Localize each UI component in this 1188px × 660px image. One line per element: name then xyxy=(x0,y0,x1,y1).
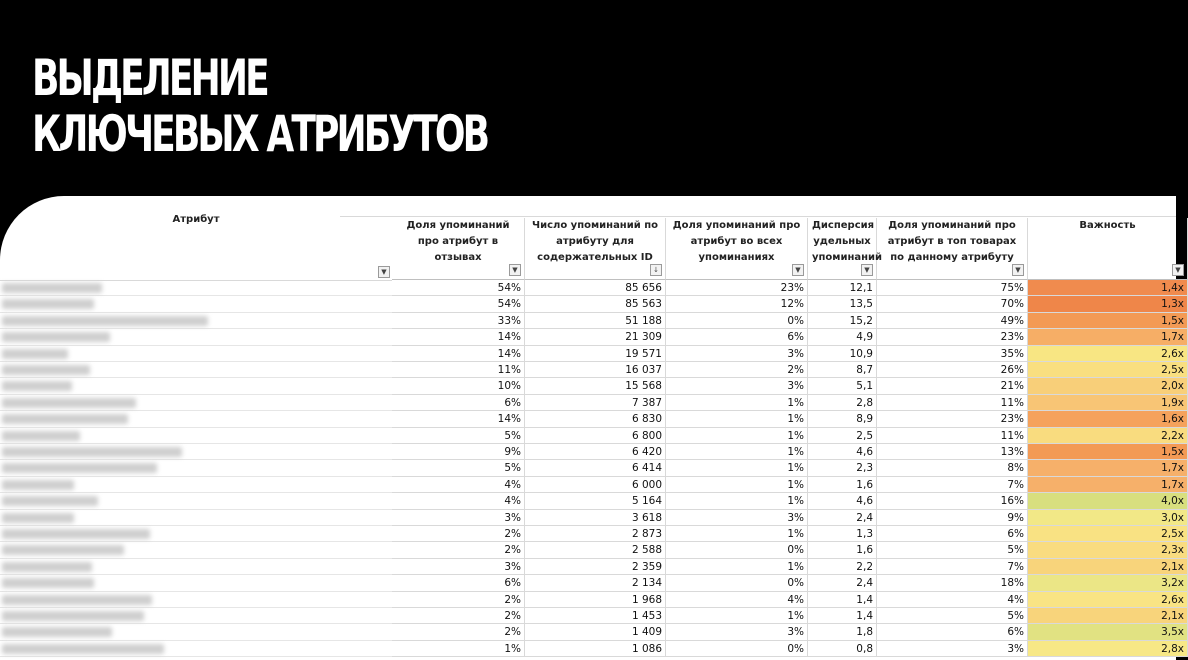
table-cell: 1 968 xyxy=(525,592,666,608)
table-cell: 85 563 xyxy=(525,296,666,312)
table-cell: 85 656 xyxy=(525,280,666,296)
table-cell: 14% xyxy=(392,329,525,345)
blurred-attribute-label xyxy=(2,480,74,490)
column-header-importance xyxy=(1028,218,1188,280)
table-cell: 0,8 xyxy=(808,641,877,657)
blurred-attribute-label xyxy=(2,332,110,342)
table-cell: 16% xyxy=(877,493,1028,509)
importance-cell: 1,5x xyxy=(1028,313,1188,329)
table-cell: 19 571 xyxy=(525,346,666,362)
table-cell: 11% xyxy=(877,395,1028,411)
attribute-row-divider xyxy=(0,492,392,493)
attribute-row-divider xyxy=(0,377,392,378)
table-row xyxy=(392,362,1184,378)
table-cell: 1 086 xyxy=(525,641,666,657)
blurred-attribute-label xyxy=(2,496,98,506)
importance-cell: 2,0x xyxy=(1028,378,1188,394)
grid-top-line xyxy=(340,216,1176,217)
table-cell: 8,7 xyxy=(808,362,877,378)
table-cell: 2% xyxy=(392,592,525,608)
table-cell: 35% xyxy=(877,346,1028,362)
table-cell: 2,4 xyxy=(808,575,877,591)
table-row xyxy=(392,592,1184,608)
table-cell: 1,4 xyxy=(808,608,877,624)
attribute-row-divider xyxy=(0,574,392,575)
table-cell: 7% xyxy=(877,477,1028,493)
table-cell: 6% xyxy=(877,526,1028,542)
attribute-row-divider xyxy=(0,509,392,510)
table-cell: 23% xyxy=(666,280,808,296)
table-cell: 5,1 xyxy=(808,378,877,394)
table-cell: 2% xyxy=(392,624,525,640)
blurred-attribute-label xyxy=(2,299,94,309)
column-header-mention-count xyxy=(525,218,666,280)
table-cell: 70% xyxy=(877,296,1028,312)
table-cell: 2 588 xyxy=(525,542,666,558)
table-cell: 16 037 xyxy=(525,362,666,378)
table-cell: 6 000 xyxy=(525,477,666,493)
blurred-attribute-label xyxy=(2,463,157,473)
table-cell: 2% xyxy=(392,526,525,542)
importance-cell: 2,5x xyxy=(1028,362,1188,378)
attribute-header-label: Атрибут xyxy=(172,214,220,225)
column-header-label: Дисперсия удельных упоминаний xyxy=(812,220,883,263)
table-cell: 23% xyxy=(877,411,1028,427)
table-cell: 54% xyxy=(392,280,525,296)
table-cell: 7% xyxy=(877,559,1028,575)
table-cell: 18% xyxy=(877,575,1028,591)
table-cell: 5% xyxy=(392,460,525,476)
table-cell: 6% xyxy=(392,395,525,411)
table-row xyxy=(392,559,1184,575)
attribute-header-cell xyxy=(0,196,392,281)
table-row xyxy=(392,542,1184,558)
attribute-row-divider xyxy=(0,410,392,411)
table-cell: 2% xyxy=(392,608,525,624)
table-cell: 2% xyxy=(392,542,525,558)
blurred-attribute-label xyxy=(2,513,74,523)
table-row xyxy=(392,411,1184,427)
table-cell: 3% xyxy=(877,641,1028,657)
blurred-attribute-label xyxy=(2,529,150,539)
attribute-row-divider xyxy=(0,607,392,608)
blurred-attribute-label xyxy=(2,365,90,375)
attribute-row-divider xyxy=(0,295,392,296)
attribute-row-divider xyxy=(0,558,392,559)
table-cell: 1,4 xyxy=(808,592,877,608)
blurred-attribute-label xyxy=(2,595,152,605)
importance-cell: 1,5x xyxy=(1028,444,1188,460)
importance-cell: 1,7x xyxy=(1028,477,1188,493)
table-cell: 6 830 xyxy=(525,411,666,427)
attribute-row-divider xyxy=(0,656,392,657)
table-cell: 21% xyxy=(877,378,1028,394)
table-row xyxy=(392,346,1184,362)
column-header-label: Доля упоминаний про атрибут в топ товарах по данному атрибуту xyxy=(887,220,1017,263)
table-cell: 2,8 xyxy=(808,395,877,411)
column-header-all-mentions-share xyxy=(666,218,808,280)
attribute-row-divider xyxy=(0,459,392,460)
table-cell: 6 414 xyxy=(525,460,666,476)
table-cell: 1% xyxy=(666,411,808,427)
importance-cell: 1,4x xyxy=(1028,280,1188,296)
blurred-attribute-label xyxy=(2,611,144,621)
table-cell: 3% xyxy=(666,346,808,362)
table-cell: 1,3 xyxy=(808,526,877,542)
table-cell: 1% xyxy=(666,444,808,460)
blurred-attribute-label xyxy=(2,644,164,654)
table-cell: 2,4 xyxy=(808,510,877,526)
importance-cell: 1,6x xyxy=(1028,411,1188,427)
table-cell: 49% xyxy=(877,313,1028,329)
table-cell: 1% xyxy=(666,493,808,509)
column-header-top-products-share xyxy=(877,218,1028,280)
column-header-label: Доля упоминаний про атрибут во всех упоминаниях xyxy=(672,220,801,263)
table-cell: 5% xyxy=(392,428,525,444)
table-cell: 7 387 xyxy=(525,395,666,411)
table-cell: 0% xyxy=(666,575,808,591)
table-row xyxy=(392,428,1184,444)
table-cell: 0% xyxy=(666,313,808,329)
table-cell: 1,6 xyxy=(808,542,877,558)
importance-cell: 2,3x xyxy=(1028,542,1188,558)
spreadsheet-panel xyxy=(0,196,1184,660)
table-row xyxy=(392,624,1184,640)
importance-cell: 1,7x xyxy=(1028,329,1188,345)
blurred-attribute-label xyxy=(2,349,68,359)
attribute-row-divider xyxy=(0,394,392,395)
attribute-row-divider xyxy=(0,541,392,542)
attribute-row-divider xyxy=(0,443,392,444)
table-cell: 14% xyxy=(392,411,525,427)
importance-cell: 4,0x xyxy=(1028,493,1188,509)
table-row xyxy=(392,296,1184,312)
blurred-attribute-label xyxy=(2,545,124,555)
blurred-attribute-label xyxy=(2,316,208,326)
blurred-attribute-label xyxy=(2,431,80,441)
table-cell: 4% xyxy=(666,592,808,608)
blurred-attribute-label xyxy=(2,398,136,408)
table-cell: 2,5 xyxy=(808,428,877,444)
table-cell: 3% xyxy=(392,559,525,575)
importance-cell: 1,9x xyxy=(1028,395,1188,411)
table-cell: 4% xyxy=(392,477,525,493)
importance-cell: 2,1x xyxy=(1028,608,1188,624)
attribute-row-divider xyxy=(0,525,392,526)
column-header-label: Число упоминаний по атрибуту для содержательных ID xyxy=(531,220,658,263)
table-cell: 4,9 xyxy=(808,329,877,345)
sort-filter-icon[interactable]: ↓ xyxy=(650,264,662,276)
filter-dropdown-icon[interactable]: ▼ xyxy=(509,264,521,276)
table-cell: 9% xyxy=(877,510,1028,526)
table-cell: 2% xyxy=(666,362,808,378)
table-row xyxy=(392,329,1184,345)
table-cell: 2 359 xyxy=(525,559,666,575)
table-cell: 4,6 xyxy=(808,493,877,509)
table-cell: 1% xyxy=(666,477,808,493)
table-row xyxy=(392,575,1184,591)
table-cell: 6 800 xyxy=(525,428,666,444)
title-line-2: КЛЮЧЕВЫХ АТРИБУТОВ xyxy=(32,105,488,163)
table-cell: 75% xyxy=(877,280,1028,296)
table-cell: 54% xyxy=(392,296,525,312)
blurred-attribute-label xyxy=(2,627,112,637)
blurred-attribute-label xyxy=(2,414,128,424)
table-row xyxy=(392,510,1184,526)
table-cell: 14% xyxy=(392,346,525,362)
table-cell: 2 873 xyxy=(525,526,666,542)
table-cell: 10% xyxy=(392,378,525,394)
table-cell: 1% xyxy=(666,428,808,444)
importance-cell: 3,5x xyxy=(1028,624,1188,640)
table-cell: 8,9 xyxy=(808,411,877,427)
table-cell: 1 409 xyxy=(525,624,666,640)
table-cell: 3% xyxy=(392,510,525,526)
blurred-attribute-label xyxy=(2,562,92,572)
table-cell: 15 568 xyxy=(525,378,666,394)
table-row xyxy=(392,313,1184,329)
column-header-label: Важность xyxy=(1079,220,1136,231)
table-row xyxy=(392,477,1184,493)
table-row xyxy=(392,493,1184,509)
table-row xyxy=(392,395,1184,411)
attribute-row-divider xyxy=(0,345,392,346)
table-cell: 1% xyxy=(666,608,808,624)
table-cell: 3 618 xyxy=(525,510,666,526)
table-cell: 4% xyxy=(877,592,1028,608)
table-cell: 1% xyxy=(392,641,525,657)
title-line-1: ВЫДЕЛЕНИЕ xyxy=(32,49,267,107)
importance-cell: 2,8x xyxy=(1028,641,1188,657)
blurred-attribute-label xyxy=(2,447,182,457)
table-cell: 5 164 xyxy=(525,493,666,509)
importance-cell: 3,0x xyxy=(1028,510,1188,526)
table-row xyxy=(392,608,1184,624)
importance-cell: 2,6x xyxy=(1028,346,1188,362)
attribute-row-divider xyxy=(0,427,392,428)
table-cell: 21 309 xyxy=(525,329,666,345)
table-cell: 5% xyxy=(877,542,1028,558)
table-cell: 6% xyxy=(877,624,1028,640)
table-cell: 5% xyxy=(877,608,1028,624)
table-cell: 15,2 xyxy=(808,313,877,329)
filter-dropdown-icon[interactable]: ▼ xyxy=(861,264,873,276)
table-cell: 12% xyxy=(666,296,808,312)
table-cell: 12,1 xyxy=(808,280,877,296)
table-cell: 1% xyxy=(666,526,808,542)
table-cell: 2,2 xyxy=(808,559,877,575)
table-cell: 4,6 xyxy=(808,444,877,460)
table-row xyxy=(392,526,1184,542)
table-cell: 11% xyxy=(877,428,1028,444)
blurred-attribute-label xyxy=(2,381,72,391)
column-header-label: Доля упоминаний про атрибут в отзывах xyxy=(406,220,510,263)
table-cell: 0% xyxy=(666,542,808,558)
attribute-row-divider xyxy=(0,361,392,362)
filter-dropdown-icon[interactable]: ▼ xyxy=(1172,264,1184,276)
table-row xyxy=(392,641,1184,657)
table-cell: 10,9 xyxy=(808,346,877,362)
table-cell: 13% xyxy=(877,444,1028,460)
table-cell: 1% xyxy=(666,395,808,411)
attribute-row-divider xyxy=(0,328,392,329)
attribute-row-divider xyxy=(0,312,392,313)
attribute-row-divider xyxy=(0,640,392,641)
slide-title xyxy=(32,50,487,162)
attribute-row-divider xyxy=(0,591,392,592)
table-cell: 1% xyxy=(666,559,808,575)
importance-cell: 2,1x xyxy=(1028,559,1188,575)
table-cell: 13,5 xyxy=(808,296,877,312)
importance-cell: 2,5x xyxy=(1028,526,1188,542)
table-cell: 1,6 xyxy=(808,477,877,493)
table-cell: 6% xyxy=(392,575,525,591)
table-cell: 3% xyxy=(666,624,808,640)
table-cell: 0% xyxy=(666,641,808,657)
table-cell: 3% xyxy=(666,378,808,394)
importance-cell: 2,2x xyxy=(1028,428,1188,444)
table-cell: 8% xyxy=(877,460,1028,476)
column-header-dispersion xyxy=(808,218,883,280)
filter-dropdown-icon[interactable]: ▼ xyxy=(1012,264,1024,276)
table-cell: 3% xyxy=(666,510,808,526)
importance-cell: 3,2x xyxy=(1028,575,1188,591)
table-cell: 33% xyxy=(392,313,525,329)
table-cell: 26% xyxy=(877,362,1028,378)
attribute-row-divider xyxy=(0,623,392,624)
table-row xyxy=(392,444,1184,460)
table-cell: 2,3 xyxy=(808,460,877,476)
attribute-row-divider xyxy=(0,476,392,477)
table-cell: 9% xyxy=(392,444,525,460)
table-row xyxy=(392,378,1184,394)
table-row xyxy=(392,460,1184,476)
table-cell: 6% xyxy=(666,329,808,345)
table-cell: 2 134 xyxy=(525,575,666,591)
blurred-attribute-label xyxy=(2,283,102,293)
table-cell: 51 188 xyxy=(525,313,666,329)
importance-cell: 1,3x xyxy=(1028,296,1188,312)
filter-dropdown-icon[interactable]: ▼ xyxy=(792,264,804,276)
table-cell: 23% xyxy=(877,329,1028,345)
importance-cell: 1,7x xyxy=(1028,460,1188,476)
blurred-attribute-label xyxy=(2,578,94,588)
table-cell: 1,8 xyxy=(808,624,877,640)
table-row xyxy=(392,280,1184,296)
table-cell: 11% xyxy=(392,362,525,378)
table-cell: 1 453 xyxy=(525,608,666,624)
table-cell: 4% xyxy=(392,493,525,509)
filter-dropdown-icon[interactable]: ▼ xyxy=(378,266,390,278)
table-cell: 1% xyxy=(666,460,808,476)
table-cell: 6 420 xyxy=(525,444,666,460)
column-header-review-share xyxy=(392,218,525,280)
importance-cell: 2,6x xyxy=(1028,592,1188,608)
